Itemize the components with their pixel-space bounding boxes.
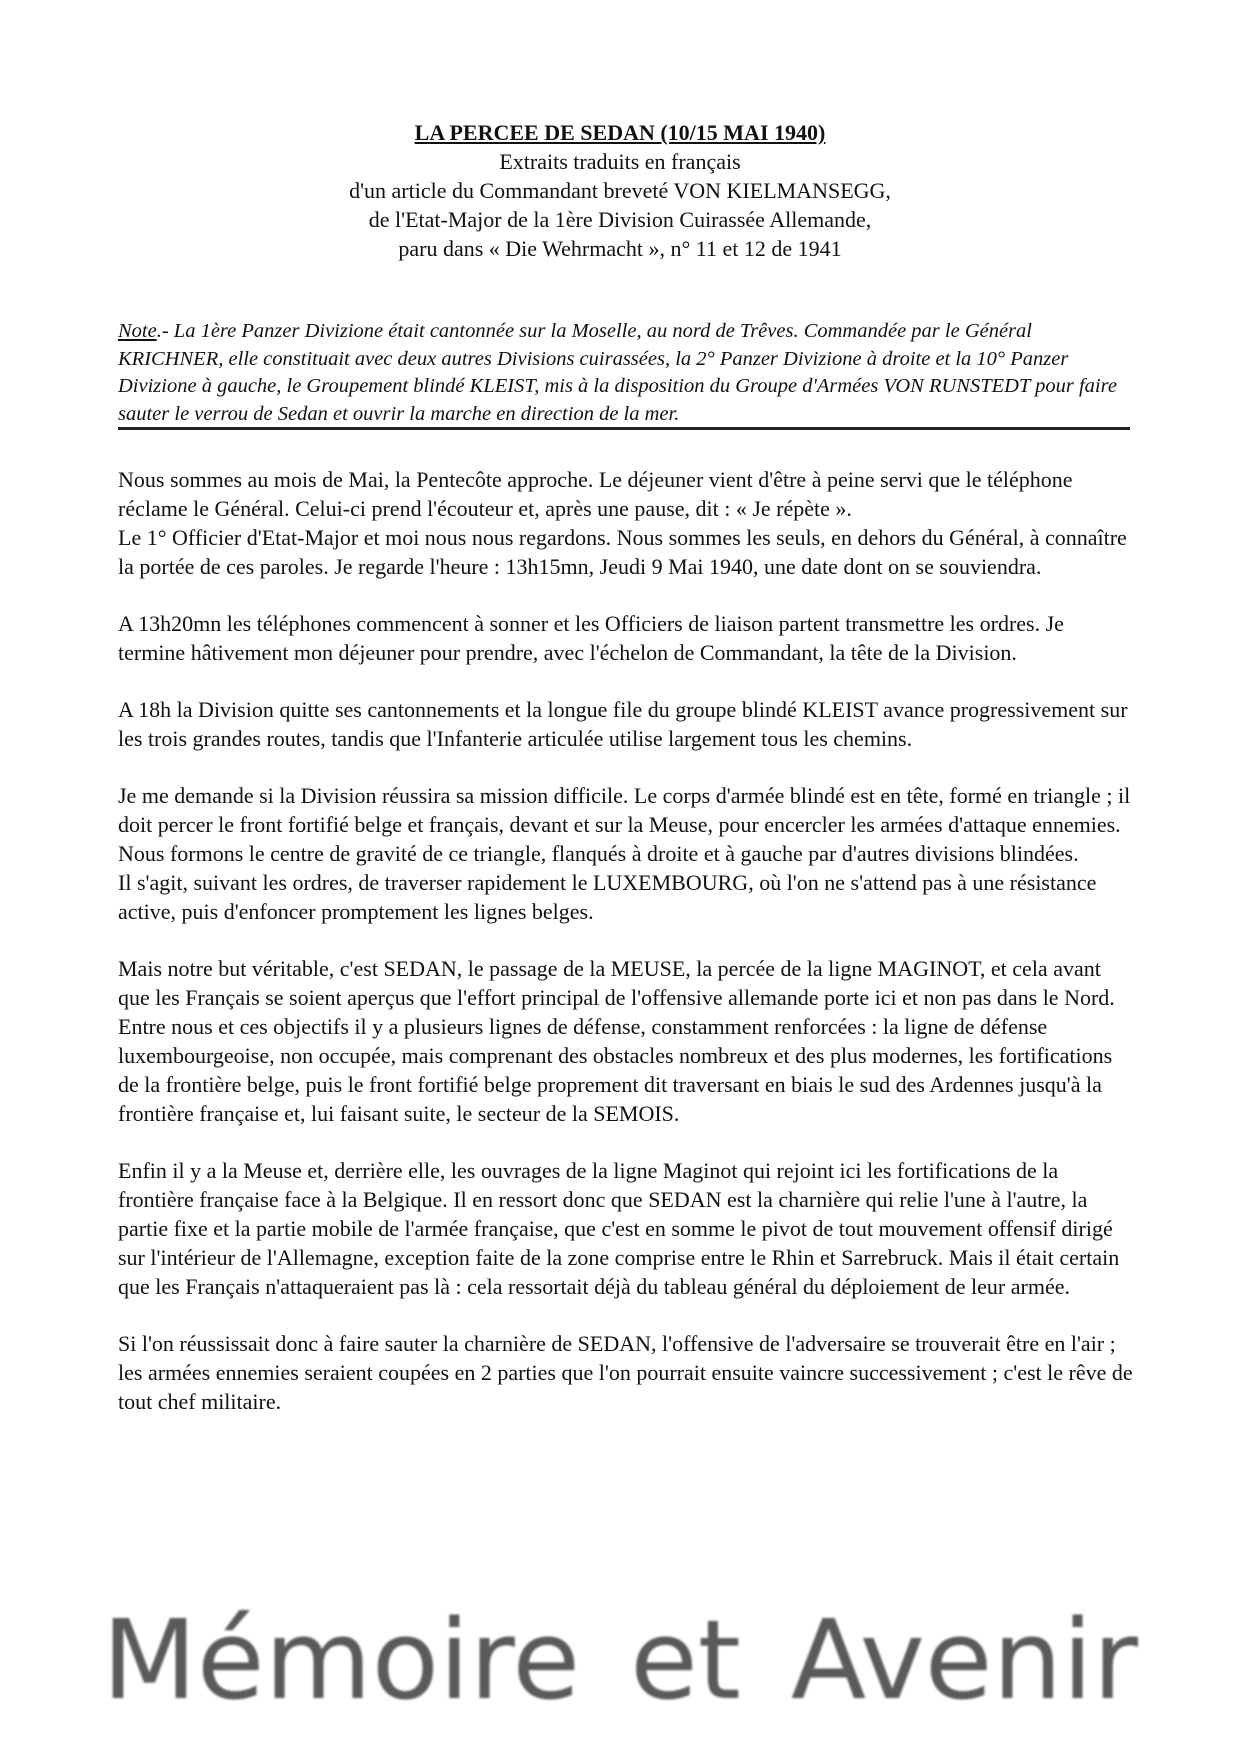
note-text: .- La 1ère Panzer Divizione était cantonnée sur la Moselle, au nord de Trêves. Commandée par le Général KRICHNER, elle constituait avec deux autres Divisions cuirassées, la 2° Panzer Divizione à droite et la 10° Panzer Divizione à gauche, le Groupement blindé KLEIST, mis à la disposition du Groupe d'Armées VON RUNSTEDT pour faire sauter le verrou de Sedan et ouvrir la marche en direction de la mer.: [118, 320, 1117, 425]
subtitle-line: Extraits traduits en français: [499, 149, 741, 174]
paragraph: Nous sommes au mois de Mai, la Pentecôte approche. Le déjeuner vient d'être à peine servi que le téléphone réclame le Général. Celui-ci prend l'écouteur et, après une pause, dit : « Je répète ». Le 1° Officier d'Etat-Major et moi nous nous regardons. Nous sommes les seuls, en dehors du Général, à connaître la portée de ces paroles. Je regarde l'heure : 13h15mn, Jeudi 9 Mai 1940, une date dont on se souviendra.: [118, 467, 1127, 579]
article-body: [118, 465, 1133, 1444]
watermark-text: et: [630, 1596, 741, 1724]
watermark-text: Mémoire: [102, 1596, 581, 1724]
document-title: LA PERCEE DE SEDAN (10/15 MAI 1940): [414, 120, 826, 145]
note-label: Note: [118, 320, 157, 342]
document-header: [0, 118, 1240, 263]
paragraph: A 13h20mn les téléphones commencent à sonner et les Officiers de liaison partent transmettre les ordres. Je termine hâtivement mon déjeuner pour prendre, avec l'échelon de Commandant, la tête de la Division.: [118, 611, 1064, 665]
divider: [118, 427, 1130, 430]
editor-note: [118, 318, 1130, 428]
watermark-text: Avenir: [790, 1596, 1138, 1724]
subtitle-line: de l'Etat-Major de la 1ère Division Cuirassée Allemande,: [368, 207, 872, 232]
subtitle-line: paru dans « Die Wehrmacht », n° 11 et 12 de 1941: [398, 236, 842, 261]
paragraph: Je me demande si la Division réussira sa mission difficile. Le corps d'armée blindé est en tête, formé en triangle ; il doit percer le front fortifié belge et français, devant et sur la Meuse, pour encercler les armées d'attaque ennemies. Nous formons le centre de gravité de ce triangle, flanqués à droite et à gauche par d'autres divisions blindées. Il s'agit, suivant les ordres, de traverser rapidement le LUXEMBOURG, où l'on ne s'attend pas à une résistance active, puis d'enfoncer promptement les lignes belges.: [118, 783, 1131, 924]
paragraph: A 18h la Division quitte ses cantonnements et la longue file du groupe blindé KLEIST avance progressivement sur les trois grandes routes, tandis que l'Infanterie articulée utilise largement tous les chemins.: [118, 697, 1128, 751]
paragraph: Mais notre but véritable, c'est SEDAN, le passage de la MEUSE, la percée de la ligne MAGINOT, et cela avant que les Français se soient aperçus que l'effort principal de l'offensive allemande porte ici et non pas dans le Nord. Entre nous et ces objectifs il y a plusieurs lignes de défense, constamment renforcées : la ligne de défense luxembourgeoise, non occupée, mais comprenant des obstacles nombreux et des plus modernes, les fortifications de la frontière belge, puis le front fortifié belge proprement dit traversant en biais le sud des Ardennes jusqu'à la frontière française et, lui faisant suite, le secteur de la SEMOIS.: [118, 956, 1115, 1126]
paragraph: Si l'on réussissait donc à faire sauter la charnière de SEDAN, l'offensive de l'adversaire se trouverait être en l'air ; les armées ennemies seraient coupées en 2 parties que l'on pourrait ensuite vaincre successivement ; c'est le rêve de tout chef militaire.: [118, 1331, 1133, 1414]
watermark: [0, 1585, 1240, 1735]
paragraph: Enfin il y a la Meuse et, derrière elle, les ouvrages de la ligne Maginot qui rejoint ici les fortifications de la frontière française face à la Belgique. Il en ressort donc que SEDAN est la charnière qui relie l'une à l'autre, la partie fixe et la partie mobile de l'armée française, que c'est en somme le pivot de tout mouvement offensif dirigé sur l'intérieur de l'Allemagne, exception faite de la zone comprise entre le Rhin et Sarrebruck. Mais il était certain que les Français n'attaqueraient pas là : cela ressortait déjà du tableau général du déploiement de leur armée.: [118, 1158, 1120, 1299]
subtitle-line: d'un article du Commandant breveté VON KIELMANSEGG,: [349, 178, 891, 203]
